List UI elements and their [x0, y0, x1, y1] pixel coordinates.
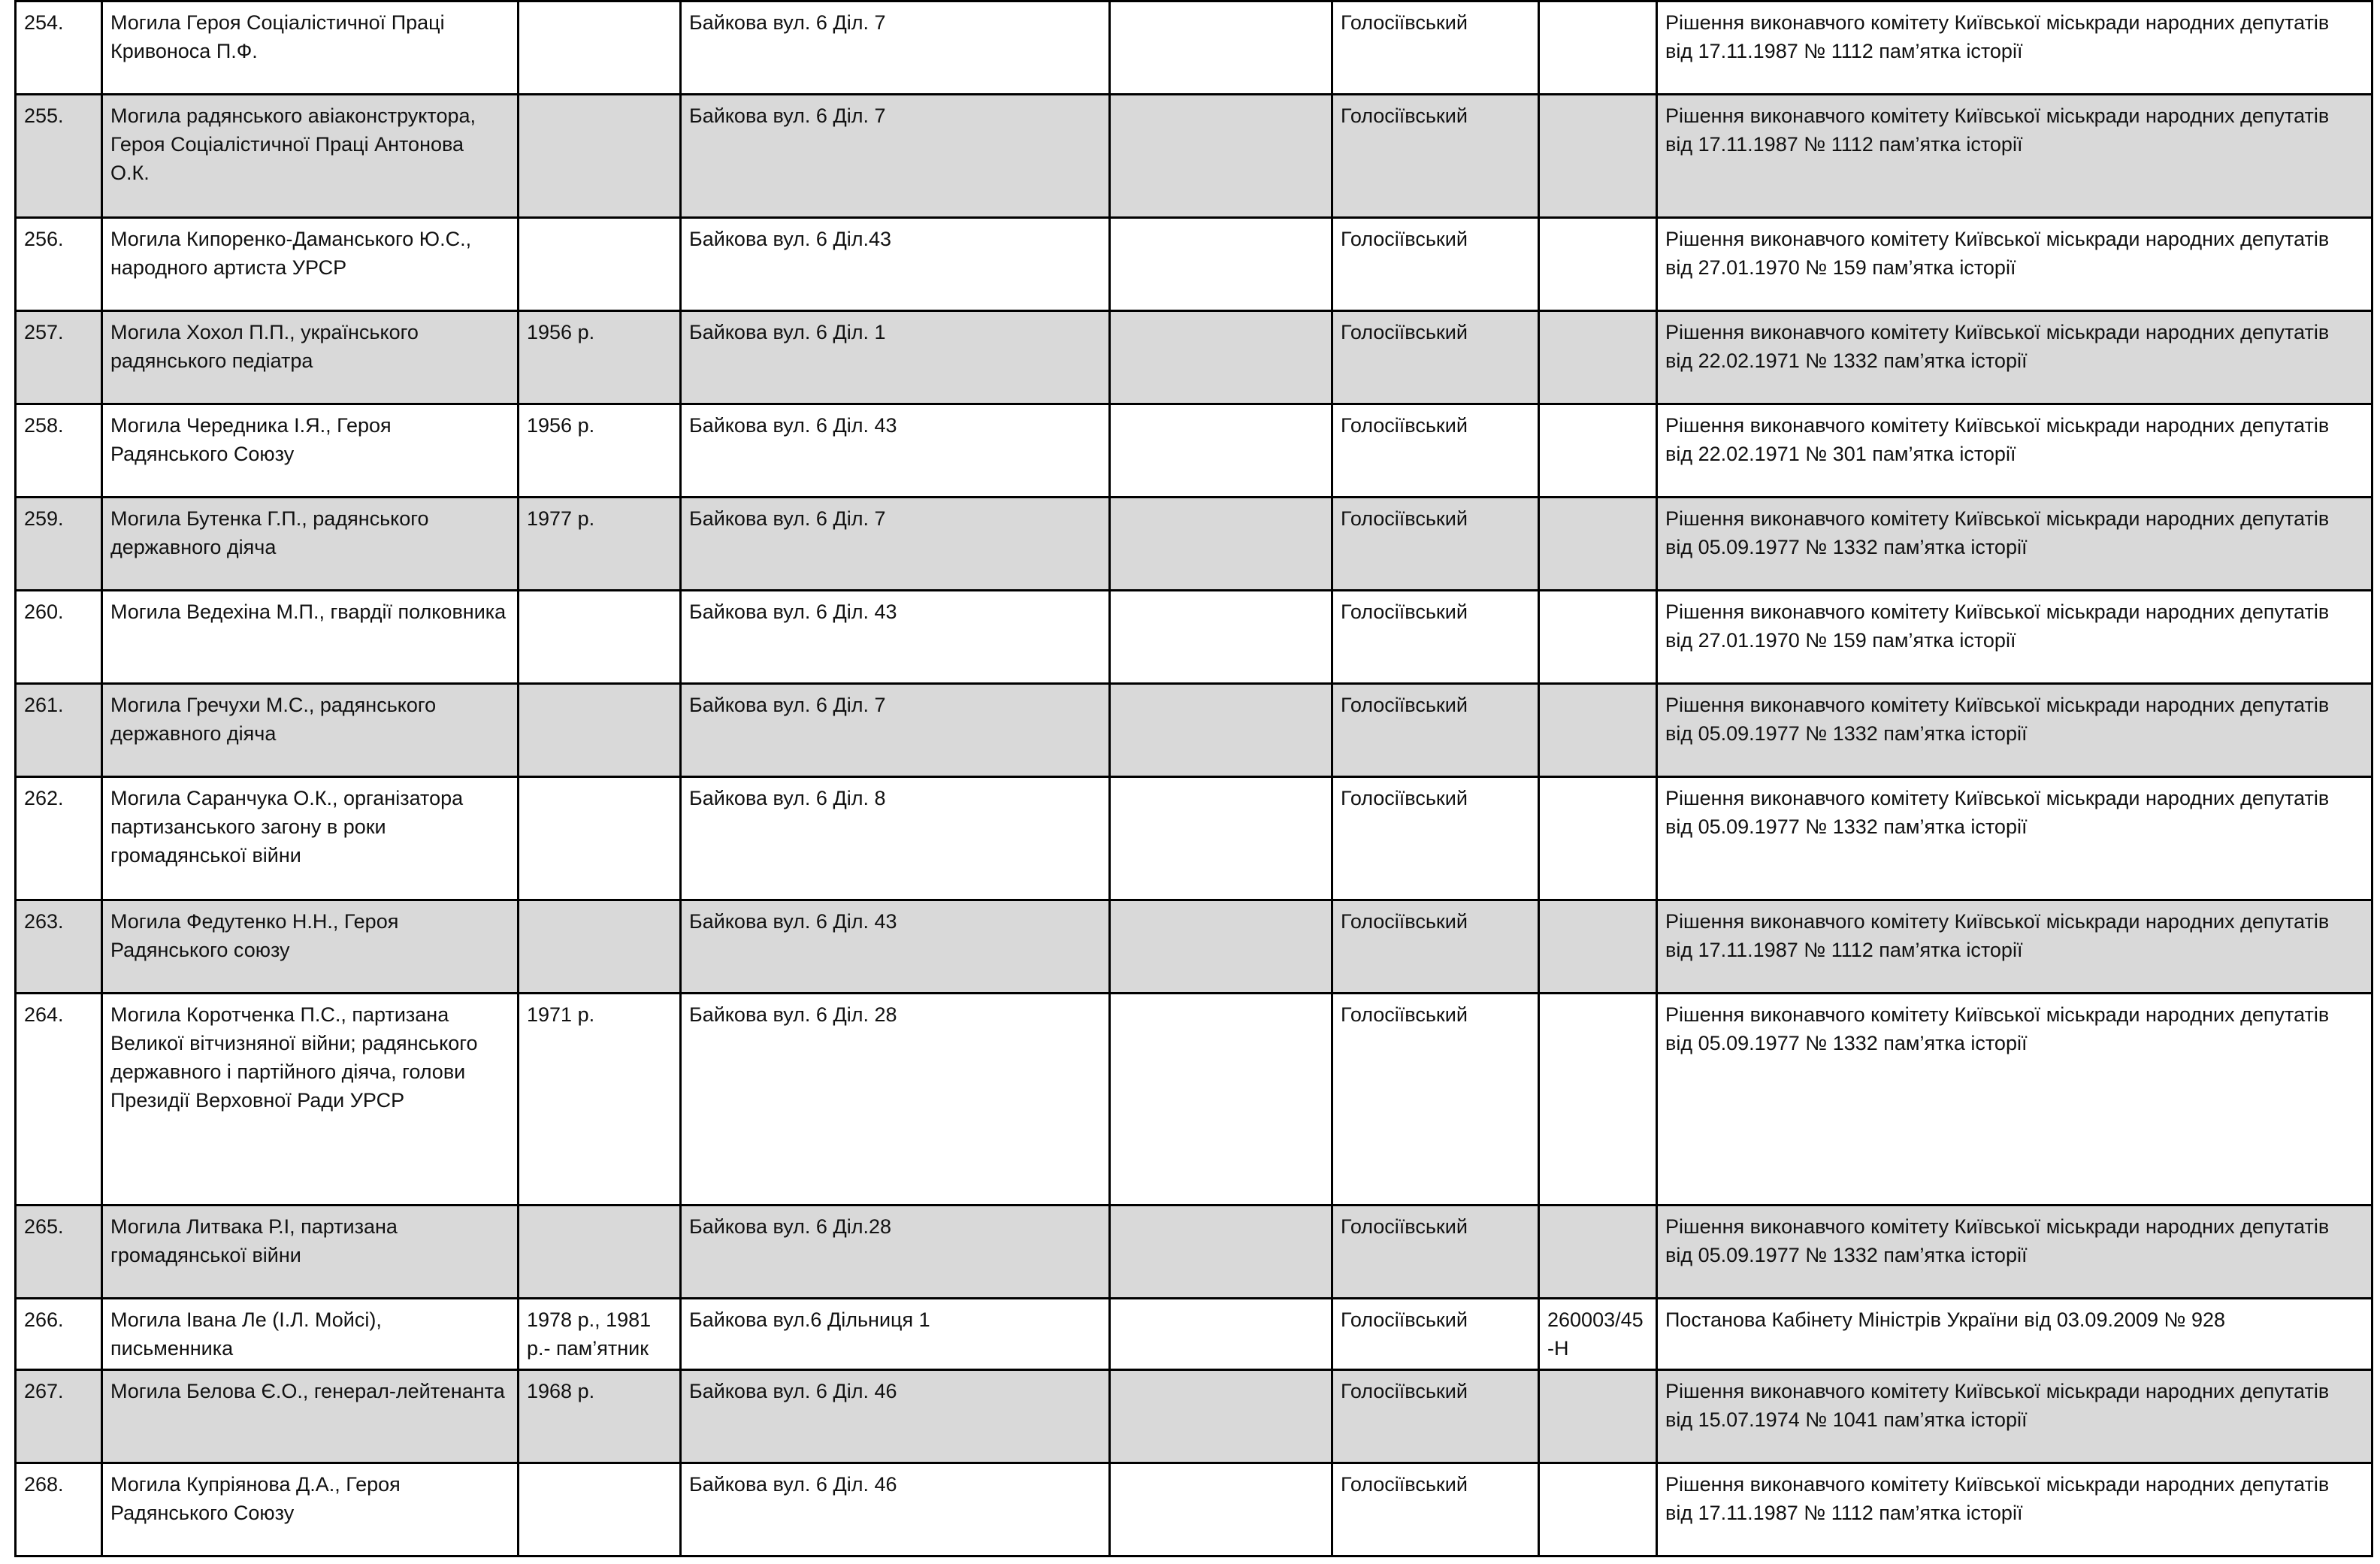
cell-document: Рішення виконавчого комітету Київської міськради народних депутатів від 15.07.1974 № 1041 пам’ятка історії	[1657, 1370, 2372, 1463]
cell-address: Байкова вул. 6 Діл. 28	[681, 994, 1110, 1206]
cell-num: 261.	[16, 684, 102, 777]
cell-extra	[1110, 1463, 1332, 1556]
table-row	[16, 2, 2372, 95]
table-row	[16, 1370, 2372, 1463]
cell-document: Рішення виконавчого комітету Київської міськради народних депутатів від 27.01.1970 № 159 пам’ятка історії	[1657, 591, 2372, 684]
cell-document: Рішення виконавчого комітету Київської міськради народних депутатів від 17.11.1987 № 1112 пам’ятка історії	[1657, 2, 2372, 95]
cell-code	[1539, 1206, 1657, 1299]
cell-code	[1539, 2, 1657, 95]
cell-document: Рішення виконавчого комітету Київської міськради народних депутатів від 17.11.1987 № 1112 пам’ятка історії	[1657, 1463, 2372, 1556]
cell-name: Могила Федутенко Н.Н., Героя Радянського союзу	[102, 900, 519, 994]
cell-address: Байкова вул. 6 Діл. 7	[681, 684, 1110, 777]
cell-year	[519, 900, 681, 994]
cell-address: Байкова вул. 6 Діл. 43	[681, 404, 1110, 498]
cell-district: Голосіївський	[1332, 1463, 1539, 1556]
cell-year	[519, 591, 681, 684]
cell-address: Байкова вул. 6 Діл.28	[681, 1206, 1110, 1299]
cell-name: Могила радянського авіаконструктора, Героя Соціалістичної Праці Антонова О.К.	[102, 95, 519, 218]
cell-year: 1971 р.	[519, 994, 681, 1206]
cell-address: Байкова вул. 6 Діл. 7	[681, 498, 1110, 591]
table-row	[16, 498, 2372, 591]
table-row	[16, 95, 2372, 218]
cell-document: Рішення виконавчого комітету Київської міськради народних депутатів від 05.09.1977 № 1332 пам’ятка історії	[1657, 994, 2372, 1206]
cell-year: 1968 р.	[519, 1370, 681, 1463]
cell-num: 264.	[16, 994, 102, 1206]
cell-document: Рішення виконавчого комітету Київської міськради народних депутатів від 22.02.1971 № 1332 пам’ятка історії	[1657, 311, 2372, 404]
cell-extra	[1110, 1299, 1332, 1370]
cell-name: Могила Кипоренко-Даманського Ю.С., народного артиста УРСР	[102, 218, 519, 311]
cell-num: 266.	[16, 1299, 102, 1370]
cell-num: 268.	[16, 1463, 102, 1556]
cell-district: Голосіївський	[1332, 1299, 1539, 1370]
cell-year	[519, 95, 681, 218]
table-row	[16, 994, 2372, 1206]
cell-name: Могила Купріянова Д.А., Героя Радянського Союзу	[102, 1463, 519, 1556]
cell-year	[519, 777, 681, 900]
cell-district: Голосіївський	[1332, 2, 1539, 95]
cell-year: 1956 р.	[519, 404, 681, 498]
table-row	[16, 1463, 2372, 1556]
cell-district: Голосіївський	[1332, 498, 1539, 591]
cell-document: Рішення виконавчого комітету Київської міськради народних депутатів від 17.11.1987 № 1112 пам’ятка історії	[1657, 900, 2372, 994]
cell-name: Могила Коротченка П.С., партизана Великої вітчизняної війни; радянського державного і партійного діяча, голови Президії Верховної Ради УРСР	[102, 994, 519, 1206]
cell-document: Рішення виконавчого комітету Київської міськради народних депутатів від 27.01.1970 № 159 пам’ятка історії	[1657, 218, 2372, 311]
cell-num: 258.	[16, 404, 102, 498]
cell-extra	[1110, 1206, 1332, 1299]
cell-extra	[1110, 994, 1332, 1206]
cell-address: Байкова вул. 6 Діл. 8	[681, 777, 1110, 900]
cell-name: Могила Саранчука О.К., організатора партизанського загону в роки громадянської війни	[102, 777, 519, 900]
cell-code	[1539, 994, 1657, 1206]
cell-year	[519, 2, 681, 95]
cell-code	[1539, 684, 1657, 777]
cell-year	[519, 218, 681, 311]
cell-extra	[1110, 777, 1332, 900]
cell-extra	[1110, 95, 1332, 218]
cell-num: 254.	[16, 2, 102, 95]
cell-address: Байкова вул. 6 Діл. 7	[681, 95, 1110, 218]
cell-district: Голосіївський	[1332, 684, 1539, 777]
cell-address: Байкова вул. 6 Діл. 7	[681, 2, 1110, 95]
cell-address: Байкова вул.6 Дільниця 1	[681, 1299, 1110, 1370]
cell-code	[1539, 900, 1657, 994]
cell-extra	[1110, 404, 1332, 498]
cell-name: Могила Белова Є.О., генерал-лейтенанта	[102, 1370, 519, 1463]
table-body	[16, 2, 2372, 1556]
cell-district: Голосіївський	[1332, 404, 1539, 498]
cell-document: Рішення виконавчого комітету Київської міськради народних депутатів від 22.02.1971 № 301 пам’ятка історії	[1657, 404, 2372, 498]
cell-code	[1539, 311, 1657, 404]
cell-code	[1539, 1370, 1657, 1463]
cell-name: Могила Ведехіна М.П., гвардії полковника	[102, 591, 519, 684]
cell-code	[1539, 591, 1657, 684]
cell-district: Голосіївський	[1332, 777, 1539, 900]
cell-extra	[1110, 498, 1332, 591]
monuments-table	[14, 0, 2373, 1557]
cell-name: Могила Литвака Р.І, партизана громадянської війни	[102, 1206, 519, 1299]
cell-extra	[1110, 311, 1332, 404]
table-row	[16, 777, 2372, 900]
cell-document: Рішення виконавчого комітету Київської міськради народних депутатів від 05.09.1977 № 1332 пам’ятка історії	[1657, 498, 2372, 591]
cell-district: Голосіївський	[1332, 1206, 1539, 1299]
cell-num: 259.	[16, 498, 102, 591]
cell-year	[519, 684, 681, 777]
cell-code	[1539, 777, 1657, 900]
cell-district: Голосіївський	[1332, 95, 1539, 218]
cell-num: 256.	[16, 218, 102, 311]
cell-document: Рішення виконавчого комітету Київської міськради народних депутатів від 05.09.1977 № 1332 пам’ятка історії	[1657, 1206, 2372, 1299]
cell-district: Голосіївський	[1332, 591, 1539, 684]
cell-district: Голосіївський	[1332, 218, 1539, 311]
table-row	[16, 900, 2372, 994]
table-row	[16, 404, 2372, 498]
cell-extra	[1110, 591, 1332, 684]
cell-code	[1539, 498, 1657, 591]
cell-extra	[1110, 684, 1332, 777]
cell-num: 255.	[16, 95, 102, 218]
cell-district: Голосіївський	[1332, 994, 1539, 1206]
table-row	[16, 684, 2372, 777]
cell-year: 1978 р., 1981 р.- пам’ятник	[519, 1299, 681, 1370]
cell-name: Могила Івана Ле (І.Л. Мойсі), письменника	[102, 1299, 519, 1370]
cell-code	[1539, 95, 1657, 218]
table-row	[16, 311, 2372, 404]
cell-address: Байкова вул. 6 Діл. 46	[681, 1463, 1110, 1556]
table-row	[16, 218, 2372, 311]
cell-document: Рішення виконавчого комітету Київської міськради народних депутатів від 17.11.1987 № 1112 пам’ятка історії	[1657, 95, 2372, 218]
cell-name: Могила Гречухи М.С., радянського державного діяча	[102, 684, 519, 777]
cell-name: Могила Хохол П.П., українського радянського педіатра	[102, 311, 519, 404]
cell-code	[1539, 1463, 1657, 1556]
cell-num: 260.	[16, 591, 102, 684]
cell-name: Могила Бутенка Г.П., радянського державного діяча	[102, 498, 519, 591]
cell-name: Могила Чередника І.Я., Героя Радянського Союзу	[102, 404, 519, 498]
cell-document: Рішення виконавчого комітету Київської міськради народних депутатів від 05.09.1977 № 1332 пам’ятка історії	[1657, 684, 2372, 777]
cell-extra	[1110, 1370, 1332, 1463]
cell-address: Байкова вул. 6 Діл.43	[681, 218, 1110, 311]
table-row	[16, 1206, 2372, 1299]
cell-year: 1956 р.	[519, 311, 681, 404]
cell-extra	[1110, 2, 1332, 95]
cell-num: 262.	[16, 777, 102, 900]
cell-district: Голосіївський	[1332, 900, 1539, 994]
cell-document: Рішення виконавчого комітету Київської міськради народних депутатів від 05.09.1977 № 1332 пам’ятка історії	[1657, 777, 2372, 900]
cell-year: 1977 р.	[519, 498, 681, 591]
cell-district: Голосіївський	[1332, 311, 1539, 404]
cell-code	[1539, 218, 1657, 311]
cell-num: 267.	[16, 1370, 102, 1463]
cell-address: Байкова вул. 6 Діл. 43	[681, 900, 1110, 994]
cell-address: Байкова вул. 6 Діл. 43	[681, 591, 1110, 684]
cell-document: Постанова Кабінету Міністрів України від 03.09.2009 № 928	[1657, 1299, 2372, 1370]
table-row	[16, 591, 2372, 684]
cell-name: Могила Героя Соціалістичної Праці Кривоноса П.Ф.	[102, 2, 519, 95]
cell-code: 260003/45-Н	[1539, 1299, 1657, 1370]
cell-extra	[1110, 900, 1332, 994]
cell-num: 265.	[16, 1206, 102, 1299]
cell-district: Голосіївський	[1332, 1370, 1539, 1463]
cell-address: Байкова вул. 6 Діл. 1	[681, 311, 1110, 404]
cell-num: 263.	[16, 900, 102, 994]
table-row	[16, 1299, 2372, 1370]
cell-year	[519, 1206, 681, 1299]
cell-num: 257.	[16, 311, 102, 404]
cell-year	[519, 1463, 681, 1556]
cell-code	[1539, 404, 1657, 498]
cell-address: Байкова вул. 6 Діл. 46	[681, 1370, 1110, 1463]
cell-extra	[1110, 218, 1332, 311]
